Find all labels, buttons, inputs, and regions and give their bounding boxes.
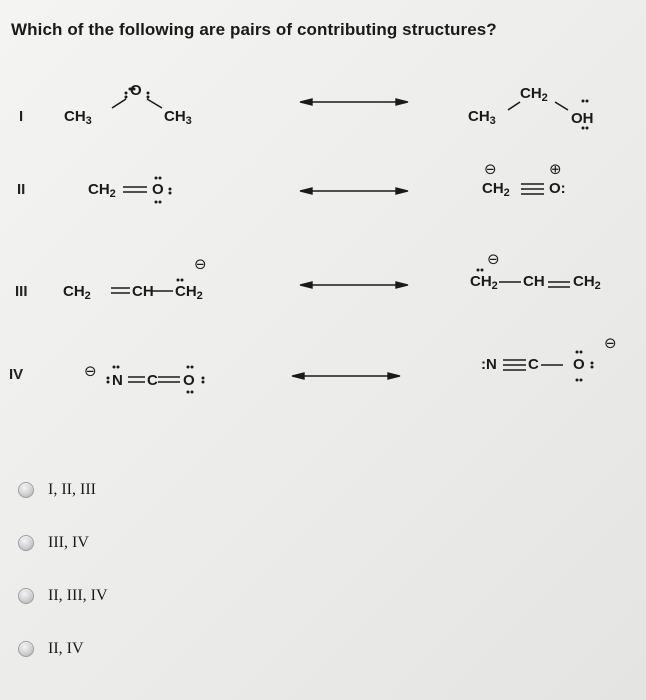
- row-label-4: IV: [9, 366, 24, 383]
- option-label: II, IV: [48, 640, 84, 657]
- row2-right-ch2: $CH_2$: [482, 180, 510, 199]
- row2-right-oxygen: O:: [549, 180, 566, 197]
- row2-right-plus-icon: ⊕: [549, 161, 562, 178]
- row2-left-ch2: $CH_2$: [88, 181, 116, 200]
- row4-left-carbon: C: [147, 372, 158, 389]
- row-label-1: I: [19, 108, 24, 125]
- row1-left-ch3-right: $CH_3$: [164, 108, 192, 127]
- row4-right-oxygen: O: [573, 356, 585, 373]
- option-label: II, III, IV: [48, 587, 108, 604]
- row1-right-ch2: $CH_2$: [520, 85, 548, 104]
- row4-left-oxygen: O: [183, 372, 195, 389]
- row3-left-ch: CH: [132, 283, 154, 300]
- row4-right-carbon: C: [528, 356, 539, 373]
- row3-right-minus-icon: ⊖: [487, 251, 500, 268]
- row4-right-nitrogen: :N: [481, 356, 497, 373]
- row-label-3: III: [15, 283, 28, 300]
- row3-left-ch2-b: $CH_2$: [175, 283, 203, 302]
- row3-right-ch2-a: $CH_2$: [470, 273, 498, 292]
- row-label-2: II: [17, 181, 26, 198]
- row3-right-ch2-b: $CH_2$: [573, 273, 601, 292]
- question-text: Which of the following are pairs of contributing structures?: [11, 20, 497, 39]
- radio-button-icon[interactable]: [18, 482, 34, 498]
- row2-right-minus-icon: ⊖: [484, 161, 497, 178]
- radio-button-icon[interactable]: [18, 641, 34, 657]
- row4-right-minus-icon: ⊖: [604, 335, 617, 352]
- row3-left-minus-icon: ⊖: [194, 256, 207, 273]
- radio-button-icon[interactable]: [18, 535, 34, 551]
- row1-left-oxygen: O: [130, 82, 142, 99]
- row3-left-ch2-a: $CH_2$: [63, 283, 91, 302]
- option-1[interactable]: [18, 478, 108, 502]
- row4-left-nitrogen: N: [112, 372, 123, 389]
- option-label: III, IV: [48, 534, 89, 551]
- option-4[interactable]: [18, 637, 108, 661]
- radio-button-icon[interactable]: [18, 588, 34, 604]
- option-2[interactable]: [18, 531, 108, 555]
- option-label: I, II, III: [48, 481, 96, 498]
- row1-right-oh: OH: [571, 110, 594, 127]
- row3-right-ch: CH: [523, 273, 545, 290]
- row1-right-ch3: $CH_3$: [468, 108, 496, 127]
- option-3[interactable]: [18, 584, 108, 608]
- row1-left-ch3-left: $CH_3$: [64, 108, 92, 127]
- row4-left-minus-icon: ⊖: [84, 363, 97, 380]
- row2-left-oxygen: O: [152, 181, 164, 198]
- answer-options: [18, 478, 108, 690]
